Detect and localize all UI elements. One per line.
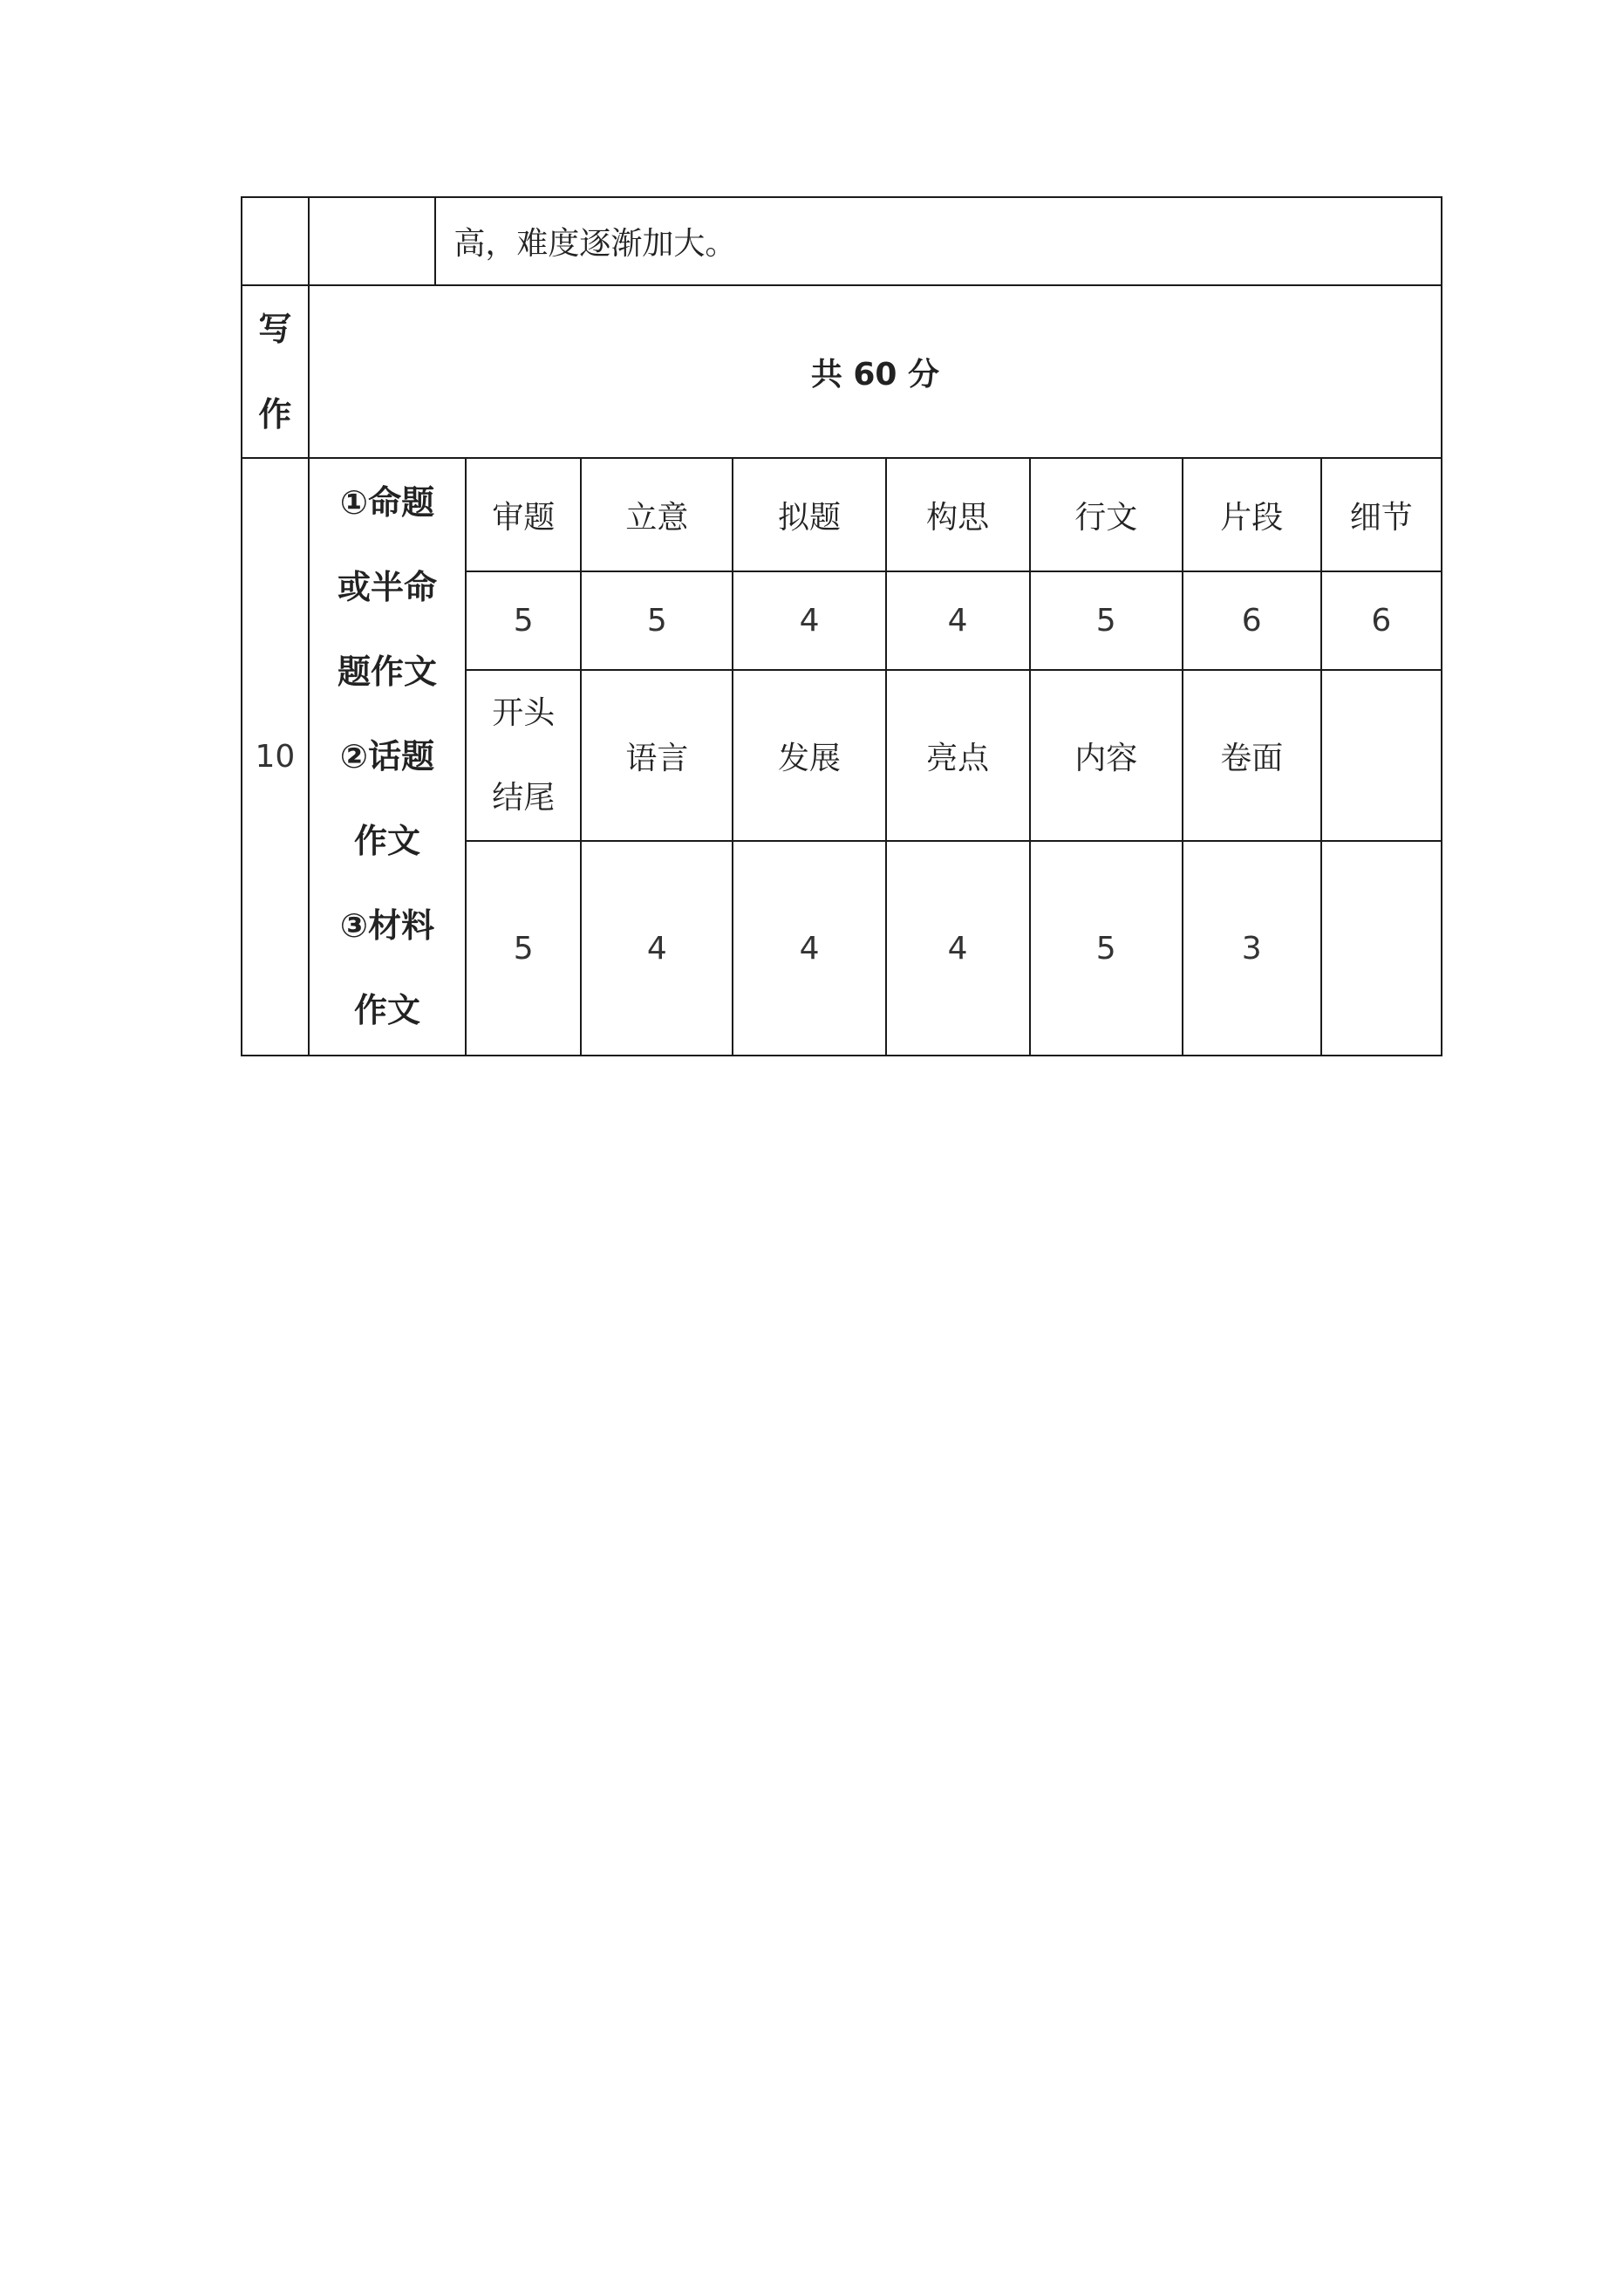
writing-score-table [241,196,1442,1056]
continuation-row [242,197,1442,285]
criterion-cell: 构思 [886,458,1030,571]
criterion-cell: 行文 [1030,458,1183,571]
category-line: 作文 [353,991,420,1029]
empty-cell [242,197,309,285]
criterion-cell: 拟题 [733,458,885,571]
score-cell: 5 [466,841,581,1056]
criterion-cell [1321,670,1442,841]
criterion-cell: 语言 [581,670,733,841]
criterion-cell: 片段 [1183,458,1321,571]
score-cell: 5 [466,571,581,670]
category-line: 题作文 [337,653,437,691]
score-cell: 5 [1030,571,1183,670]
section-label-char: 作 [258,395,292,434]
score-cell [1321,841,1442,1056]
score-cell: 3 [1183,841,1321,1056]
continuation-text: 高，难度逐渐加大。 [435,197,1442,285]
writing-header-row [242,285,1442,458]
section-label [242,285,309,458]
criteria-row-1 [242,458,1442,571]
category-cell [309,458,466,1056]
category-line: 或半命 [337,568,437,606]
criterion-cell [466,670,581,841]
category-line: ②话题 [339,737,435,776]
criterion-line: 结尾 [492,780,556,816]
score-cell: 5 [1030,841,1183,1056]
empty-cell [309,197,435,285]
category-line: ①命题 [339,483,435,522]
score-cell: 6 [1321,571,1442,670]
criterion-cell: 审题 [466,458,581,571]
criterion-cell: 卷面 [1183,670,1321,841]
score-cell: 5 [581,571,733,670]
score-cell: 4 [886,841,1030,1056]
section-label-char: 写 [258,310,292,348]
criterion-line: 开头 [492,695,556,731]
score-cell: 4 [733,571,885,670]
criterion-cell: 发展 [733,670,885,841]
criterion-cell: 亮点 [886,670,1030,841]
category-line: ③材料 [339,906,435,945]
row-number: 10 [242,458,309,1056]
score-cell: 4 [581,841,733,1056]
criterion-cell: 内容 [1030,670,1183,841]
criterion-cell: 细节 [1321,458,1442,571]
score-cell: 4 [733,841,885,1056]
criterion-cell: 立意 [581,458,733,571]
category-line: 作文 [353,822,420,860]
score-cell: 6 [1183,571,1321,670]
total-score: 共 60 分 [309,285,1442,458]
score-cell: 4 [886,571,1030,670]
